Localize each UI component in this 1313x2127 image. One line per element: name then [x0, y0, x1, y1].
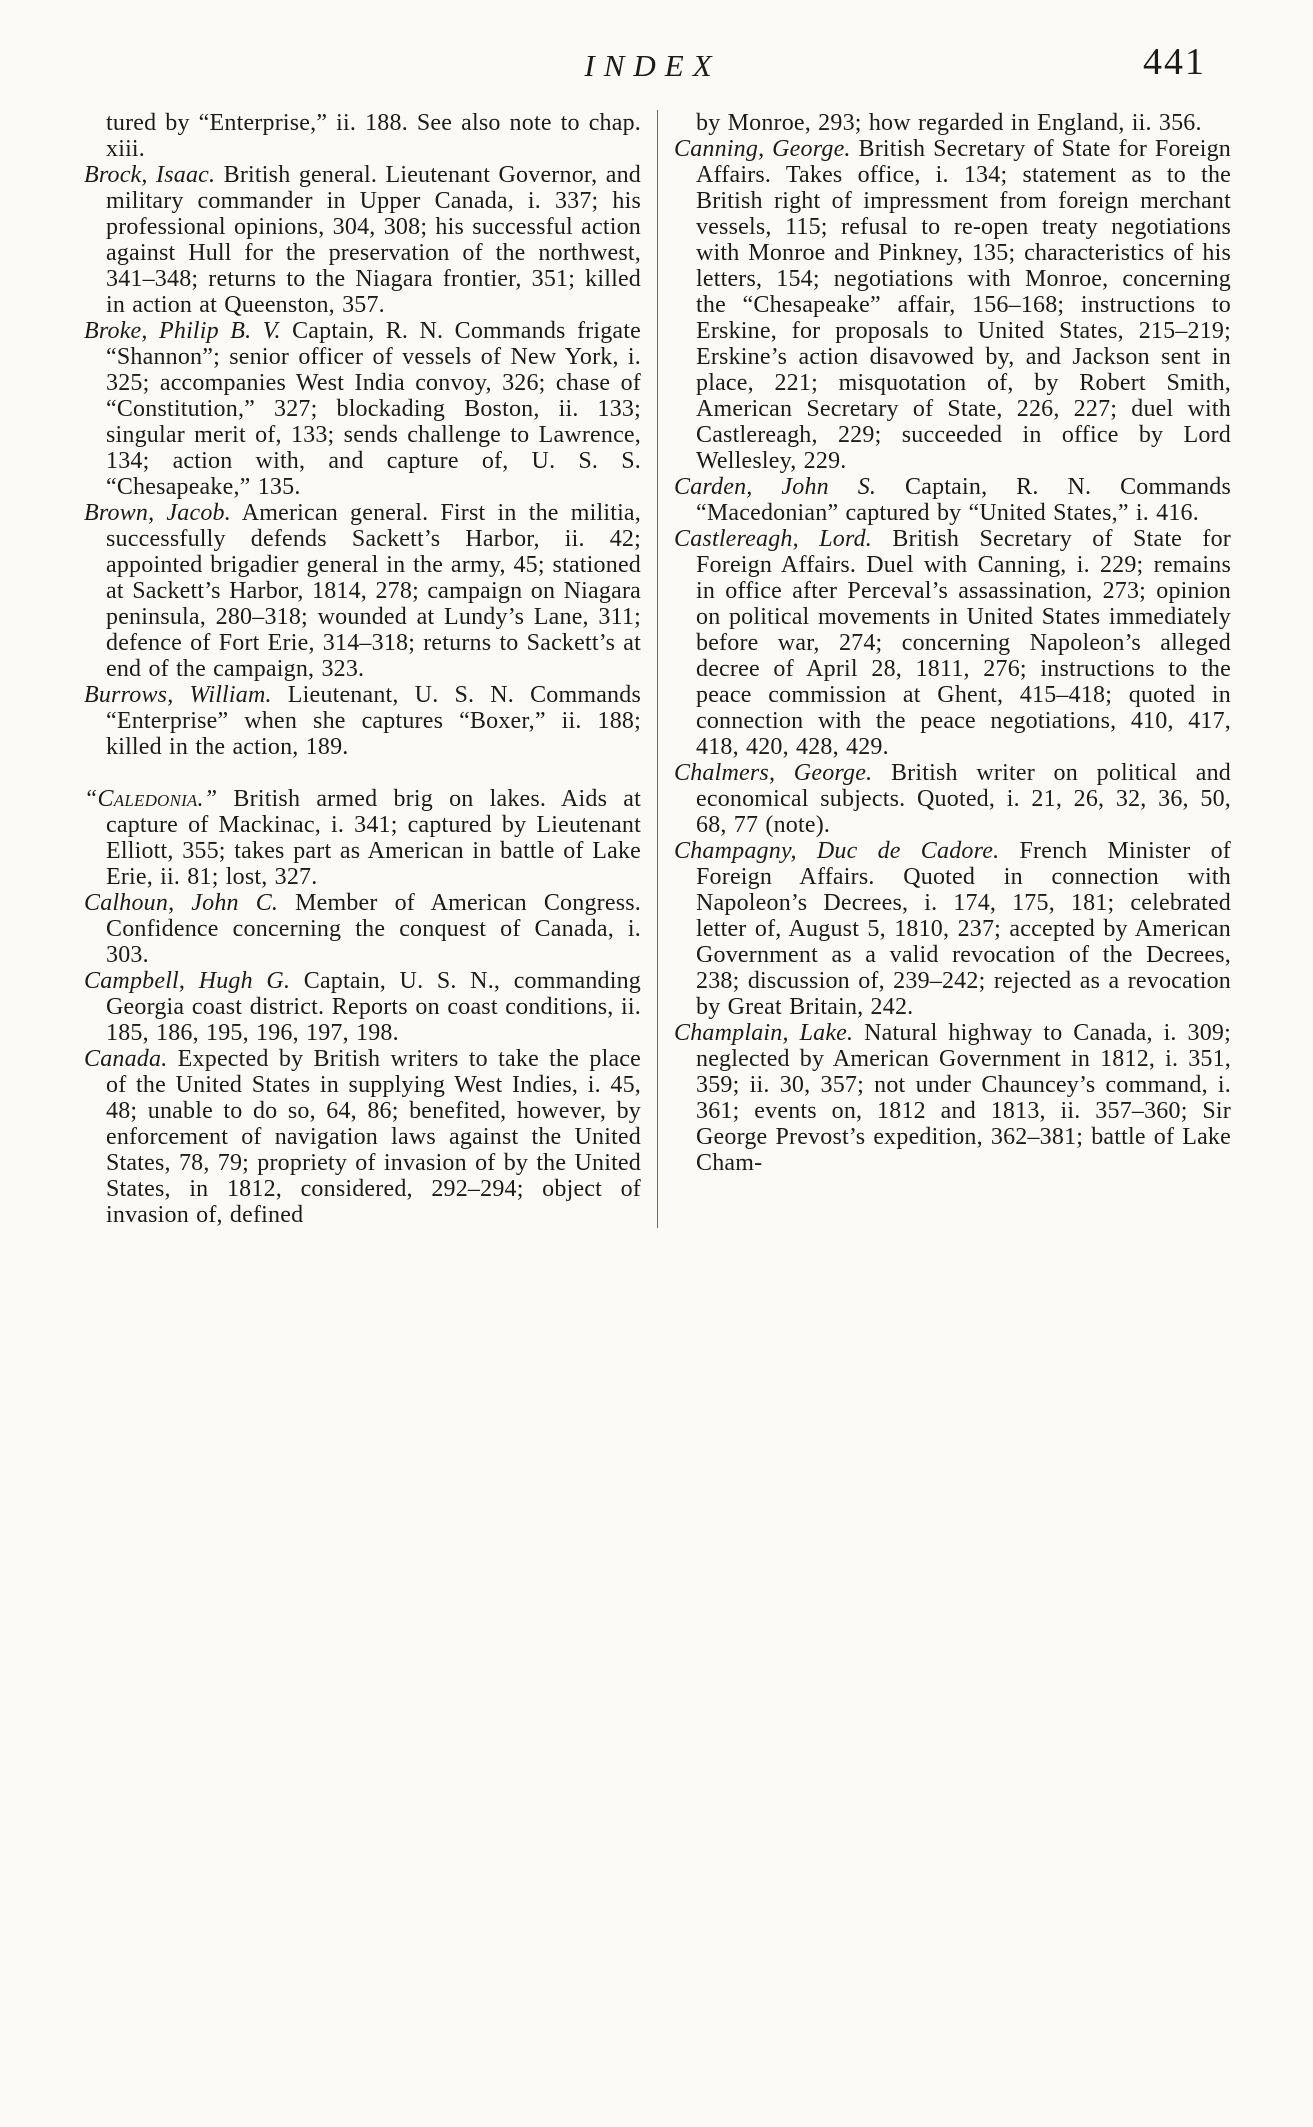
entry-term: Carden, John S.	[674, 474, 877, 500]
index-entry: Carden, John S. Captain, R. N. Commands “Macedonian” captured by “United States,” i. 416.	[674, 474, 1232, 526]
index-entry: Castlereagh, Lord. British Secretary of State for Foreign Affairs. Duel with Canning, i. 229; remains in office after Perceval’s assassination, 273; opinion on political movements in United States immediately before war, 274; concerning Napoleon’s alleged decree of April 28, 1811, 276; instructions to the peace commission at Ghent, 415–418; quoted in connection with the peace negotiations, 410, 417, 418, 420, 428, 429.	[674, 526, 1231, 760]
index-entry: by Monroe, 293; how regarded in England, ii. 356.	[696, 110, 1202, 136]
index-entry: Calhoun, John C. Member of American Congress. Confidence concerning the conquest of Canada, i. 303.	[84, 890, 641, 968]
entry-term: Calhoun, John C.	[84, 890, 279, 916]
page-number: 441	[1143, 41, 1206, 83]
entry-term: Champagny, Duc de Cadore.	[674, 838, 1000, 864]
page-text-block	[84, 41, 1232, 1228]
entry-term: “Caledonia.”	[84, 786, 218, 812]
index-entry: Burrows, William. Lieutenant, U. S. N. Commands “Enterprise” when she captures “Boxer,” ii. 188; killed in the action, 189.	[84, 682, 641, 760]
entry-term: Campbell, Hugh G.	[84, 968, 291, 994]
index-entry: Canning, George. British Secretary of State for Foreign Affairs. Takes office, i. 134; statement as to the British right of impressment from foreign merchant vessels, 115; refusal to re-open treaty negotiations with Monroe and Pinkney, 135; characteristics of his letters, 154; negotiations with Monroe, concerning the “Chesapeake” affair, 156–168; instructions to Erskine, for proposals to United States, 215–219; Erskine’s action disavowed by, and Jackson sent in place, 221; misquotation of, by Robert Smith, American Secretary of State, 226, 227; duel with Castlereagh, 229; succeeded in office by Lord Wellesley, 229.	[674, 136, 1231, 474]
index-entry: Brock, Isaac. British general. Lieutenant Governor, and military commander in Upper Canada, i. 337; his professional opinions, 304, 308; his successful action against Hull for the preservation of the northwest, 341–348; returns to the Niagara frontier, 351; killed in action at Queenston, 357.	[84, 162, 641, 318]
index-columns	[84, 110, 1232, 1228]
index-entry: Brown, Jacob. American general. First in the militia, successfully defends Sackett’s Harbor, ii. 42; appointed brigadier general in the army, 45; stationed at Sackett’s Harbor, 1814, 278; campaign on Niagara peninsula, 280–318; wounded at Lundy’s Lane, 311; defence of Fort Erie, 314–318; returns to Sackett’s at end of the campaign, 323.	[84, 500, 641, 682]
index-entry: “Caledonia.” British armed brig on lakes. Aids at capture of Mackinac, i. 341; captured by Lieutenant Elliott, 355; takes part as American in battle of Lake Erie, ii. 81; lost, 327.	[84, 786, 641, 890]
entry-term: Brown, Jacob.	[84, 500, 231, 526]
entry-term: Castlereagh, Lord.	[674, 526, 873, 552]
index-entry: Champagny, Duc de Cadore. French Minister of Foreign Affairs. Quoted in connection with Napoleon’s Decrees, i. 174, 175, 181; celebrated letter of, August 5, 1810, 237; accepted by American Government as a valid revocation of the Decrees, 238; discussion of, 239–242; rejected as a revocation by Great Britain, 242.	[674, 838, 1231, 1020]
entry-term: Burrows, William.	[84, 682, 272, 708]
index-column-left	[84, 110, 641, 1228]
entry-term: Brock, Isaac.	[84, 162, 216, 188]
entry-term: Champlain, Lake.	[674, 1020, 854, 1046]
entry-term: Chalmers, George.	[674, 760, 873, 786]
index-entry: Chalmers, George. British writer on political and economical subjects. Quoted, i. 21, 26, 32, 36, 50, 68, 77 (note).	[674, 760, 1231, 838]
index-entry: tured by “Enterprise,” ii. 188. See also note to chap. xiii.	[106, 110, 641, 162]
entry-term: Broke, Philip B. V.	[84, 318, 281, 344]
index-column-right	[674, 110, 1231, 1228]
index-entry: Champlain, Lake. Natural highway to Canada, i. 309; neglected by American Government in 1812, i. 351, 359; ii. 30, 357; not under Chauncey’s command, i. 361; events on, 1812 and 1813, ii. 357–360; Sir George Prevost’s expedition, 362–381; battle of Lake Cham-	[674, 1020, 1231, 1176]
index-entry: Canada. Expected by British writers to take the place of the United States in supplying West Indies, i. 45, 48; unable to do so, 64, 86; benefited, however, by enforcement of navigation laws against the United States, 78, 79; propriety of invasion of by the United States, in 1812, considered, 292–294; object of invasion of, defined	[84, 1046, 641, 1228]
index-entry: Broke, Philip B. V. Captain, R. N. Commands frigate “Shannon”; senior officer of vessels of New York, i. 325; accompanies West India convoy, 326; chase of “Constitution,” 327; blockading Boston, ii. 133; singular merit of, 133; sends challenge to Lawrence, 134; action with, and capture of, U. S. S. “Chesapeake,” 135.	[84, 318, 641, 500]
page-header	[84, 41, 1232, 96]
entry-term: Canada.	[84, 1046, 168, 1072]
column-divider	[657, 110, 658, 1228]
running-title: INDEX	[584, 48, 721, 83]
entry-term: Canning, George.	[674, 136, 851, 162]
index-entry: Campbell, Hugh G. Captain, U. S. N., commanding Georgia coast district. Reports on coast conditions, ii. 185, 186, 195, 196, 197, 198.	[84, 968, 641, 1046]
